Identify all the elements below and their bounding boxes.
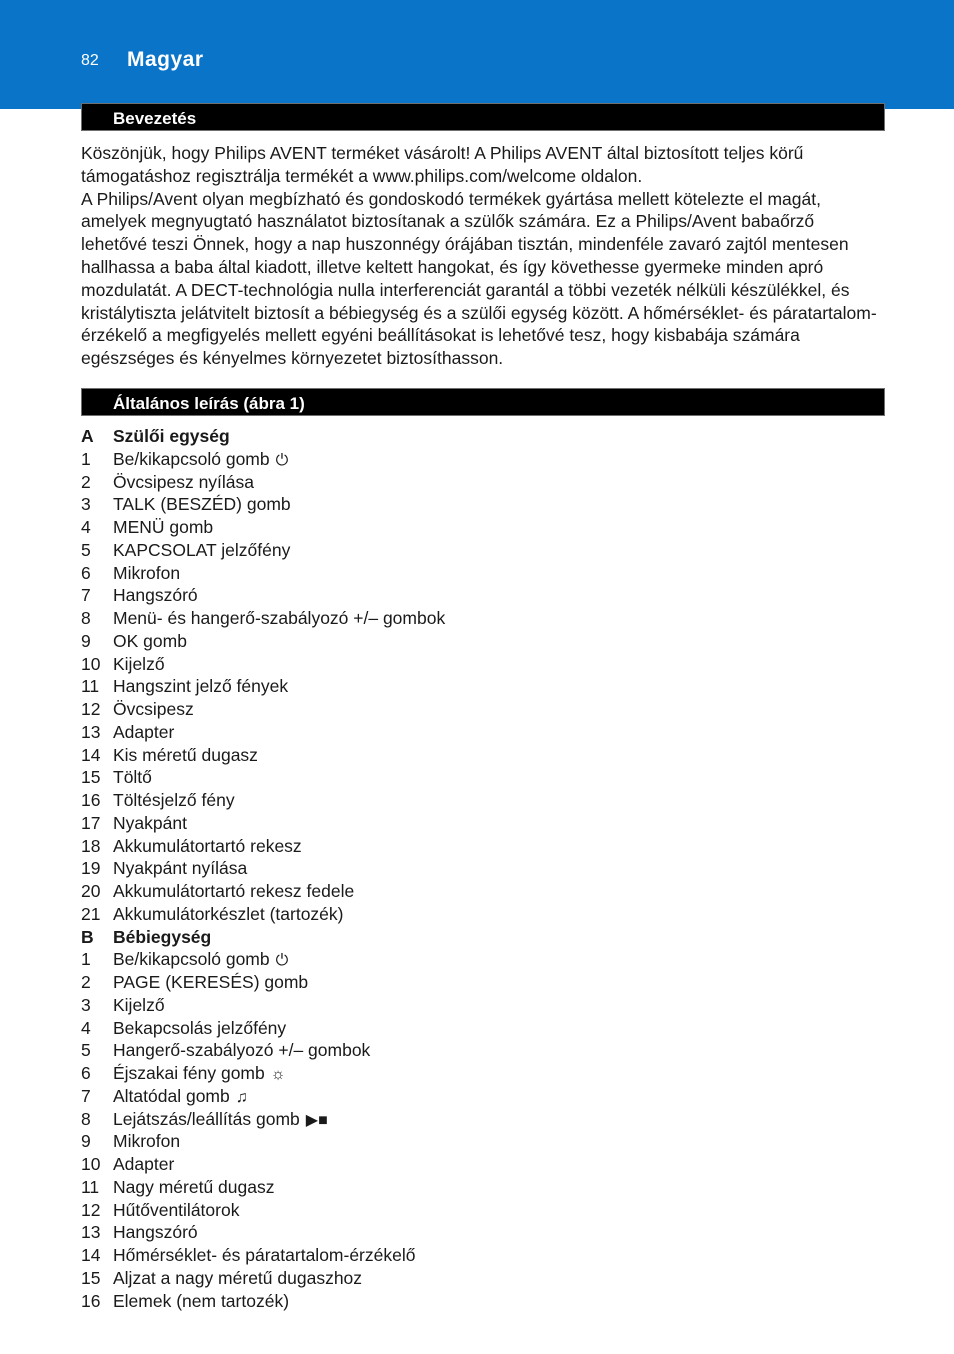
item-label: Töltő [113,767,152,788]
item-number: 16 [81,1290,101,1311]
item-number: 9 [81,630,91,651]
item-label: Nyakpánt nyílása [113,858,248,879]
list-item [81,812,881,835]
item-label: Elemek (nem tartozék) [113,1290,290,1311]
parts-list [81,425,881,1312]
item-number: 19 [81,858,101,879]
item-number: 14 [81,744,101,765]
item-label: OK gomb [113,630,187,651]
list-item [81,971,881,994]
item-number: 6 [81,1063,91,1083]
item-number: 1 [81,448,91,469]
item-label: Töltésjelző fény [113,790,235,810]
item-label: Kijelző [113,653,165,674]
group-title: Szülői egység [113,426,230,446]
item-label: Be/kikapcsoló gomb [113,448,270,469]
item-label: Kis méretű dugasz [113,744,258,765]
list-item [81,948,881,971]
group-letter: A [81,426,94,446]
item-label: Adapter [113,1154,175,1174]
item-number: 2 [81,972,91,992]
item-number: 13 [81,721,101,742]
item-label: MENÜ gomb [113,517,214,537]
page-number: 82 [81,52,99,69]
list-item [81,835,881,858]
item-label: KAPCSOLAT jelzőfény [113,539,291,560]
section-title-intro: Bevezetés [113,109,197,128]
item-label: Nyakpánt [113,812,187,833]
item-label: Mikrofon [113,562,181,583]
item-number: 8 [81,1108,91,1129]
item-label: Lejátszás/leállítás gomb [113,1108,300,1129]
item-number: 16 [81,790,101,810]
list-item [81,1039,881,1062]
item-number: 15 [81,767,101,788]
symbol-icon: ⏻ [275,451,289,469]
item-label: Hangszint jelző fények [113,676,289,697]
item-label: Övcsipesz [113,699,194,719]
list-item [81,880,881,903]
item-label: PAGE (KERESÉS) gomb [113,972,309,992]
item-number: 6 [81,562,91,583]
item-label: Bekapcsolás jelzőfény [113,1017,287,1038]
item-label: Akkumulátortartó rekesz fedele [113,881,355,901]
list-item [81,471,881,494]
item-label: Akkumulátortartó rekesz [113,835,302,856]
item-number: 11 [81,676,100,697]
item-number: 4 [81,1017,91,1038]
header-band [0,0,954,109]
list-item [81,448,881,471]
item-number: 10 [81,1154,101,1174]
item-number: 1 [81,949,91,970]
list-item [81,789,881,812]
intro-text [81,142,881,370]
list-item [81,493,881,516]
list-item [81,721,881,744]
list-item [81,539,881,562]
group-header-parent-unit [81,425,881,448]
item-number: 5 [81,539,91,560]
item-number: 5 [81,1040,91,1061]
group-header-baby-unit [81,926,881,949]
item-label: Akkumulátorkészlet (tartozék) [113,903,344,924]
list-item [81,584,881,607]
section-heading-general [81,388,885,416]
item-label: Aljzat a nagy méretű dugaszhoz [113,1267,363,1288]
item-number: 7 [81,585,91,606]
list-item [81,903,881,926]
item-number: 3 [81,994,91,1015]
list-item [81,1130,881,1153]
list-item [81,516,881,539]
list-item [81,857,881,880]
item-label: Övcsipesz nyílása [113,471,255,492]
group-title: Bébiegység [113,926,212,947]
item-number: 15 [81,1267,101,1288]
item-number: 12 [81,699,101,719]
list-item [81,1017,881,1040]
list-item [81,1108,881,1131]
item-number: 12 [81,1199,101,1220]
item-label: Hangszóró [113,585,198,606]
section-title-general: Általános leírás (ábra 1) [113,394,305,413]
item-number: 13 [81,1222,101,1243]
item-label: Hangerő-szabályozó +/– gombok [113,1040,371,1061]
list-item [81,1176,881,1199]
item-label: TALK (BESZÉD) gomb [113,494,291,515]
item-label: Adapter [113,721,175,742]
list-item [81,994,881,1017]
item-label: Hőmérséklet- és páratartalom-érzékelő [113,1245,416,1265]
item-number: 10 [81,653,101,674]
list-item [81,744,881,767]
list-item [81,607,881,630]
list-item [81,1085,881,1108]
item-number: 2 [81,471,91,492]
item-number: 11 [81,1176,100,1197]
item-label: Mikrofon [113,1131,181,1152]
item-label: Hűtőventilátorok [113,1199,240,1220]
list-item [81,1199,881,1222]
list-item [81,1221,881,1244]
intro-paragraph-2: A Philips/Avent olyan megbízható és gondoskodó termékek gyártása mellett kötelezte el magát, amelyek megnyugtató használatot biztosítanak a szülők számára. Ez a Philips/Avent babaőrző lehetővé teszi Önnek, hogy a nap huszonnégy órájában tisztán, mindenféle zavaró zajtól mentesen hallhassa a baba által kiadott, illetve keltett hangokat, és így követhesse gyermeke minden apró mozdulatát. A DECT-technológia nulla interferenciát garantál a többi vezeték nélküli készülékkel, és kristálytiszta jelátvitelt biztosít a bébiegység és a szülői egység között. A hőmérséklet- és páratartalom-érzékelő a megfigyelés mellett egyéni beállításokat is lehetővé tesz, hogy kisbabája számára egészséges és kényelmes környezetet biztosíthasson. [81,188,877,369]
item-number: 8 [81,608,91,628]
language-title: Magyar [127,48,204,71]
symbol-icon: ☼ [270,1066,286,1083]
symbol-icon: ▶■ [305,1111,328,1129]
list-item [81,653,881,676]
list-item [81,1062,881,1085]
item-number: 18 [81,835,101,856]
item-number: 14 [81,1245,101,1265]
symbol-icon: ⏻ [275,952,289,970]
item-number: 3 [81,494,91,515]
item-label: Menü- és hangerő-szabályozó +/– gombok [113,608,446,628]
item-label: Be/kikapcsoló gomb [113,949,270,970]
item-number: 9 [81,1131,91,1152]
item-label: Altatódal gomb [113,1085,230,1106]
list-item [81,766,881,789]
item-label: Hangszóró [113,1222,198,1243]
intro-paragraph-1: Köszönjük, hogy Philips AVENT terméket vásárolt! A Philips AVENT által biztosított teljes körű támogatáshoz regisztrálja termékét a www.philips.com/welcome oldalon. [81,143,804,186]
section-heading-intro [81,103,885,131]
list-item [81,1290,881,1313]
item-label: Kijelző [113,994,165,1015]
list-item [81,698,881,721]
item-number: 17 [81,812,101,833]
symbol-icon: ♫ [235,1088,248,1106]
list-item [81,1244,881,1267]
item-number: 7 [81,1085,91,1106]
list-item [81,1267,881,1290]
item-number: 20 [81,881,101,901]
item-number: 4 [81,517,91,537]
item-number: 21 [81,903,101,924]
list-item [81,1153,881,1176]
item-label: Éjszakai fény gomb [113,1063,265,1083]
item-label: Nagy méretű dugasz [113,1176,275,1197]
list-item [81,675,881,698]
list-item [81,630,881,653]
group-letter: B [81,926,94,947]
list-item [81,562,881,585]
